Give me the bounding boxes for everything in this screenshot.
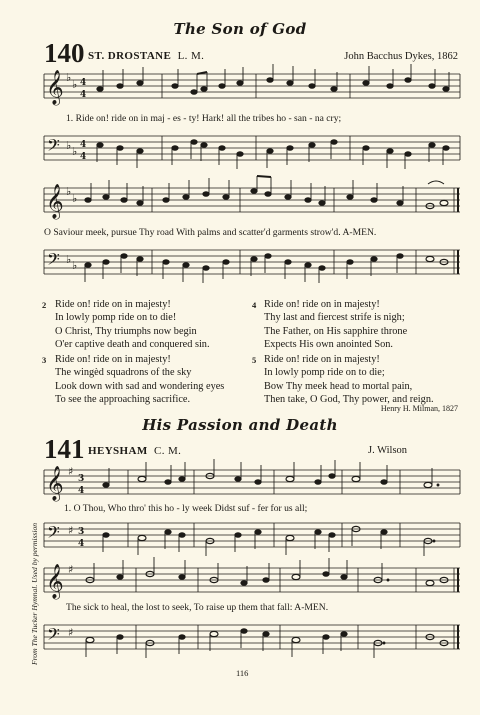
verse-line: Expects His own anointed Son. — [264, 338, 393, 350]
verse-line: Bow Thy meek head to mortal pain, — [264, 380, 413, 392]
svg-text:4: 4 — [78, 539, 85, 549]
lyric-line-140-2: O Saviour meek, pursue Thy road With palms and scatter'd garments strow'd. A-MEN. — [44, 227, 377, 238]
tune-title: HEYSHAM — [88, 445, 148, 457]
svg-text:4: 4 — [78, 486, 85, 496]
tune-name-141 — [88, 445, 181, 457]
verse-line: The wingèd squadrons of the sky — [55, 367, 192, 379]
music-staff-bass — [44, 128, 460, 172]
svg-text:♭: ♭ — [72, 145, 78, 158]
verse-line: Ride on! ride on in majesty! — [264, 299, 380, 310]
lyric-line-141-1: 1. O Thou, Who thro' this ho - ly week Didst suf - fer for us all; — [64, 503, 308, 514]
svg-text:♭: ♭ — [66, 139, 72, 152]
section-title-son-of-god: The Son of God — [173, 20, 307, 38]
music-staff-treble — [44, 462, 460, 506]
verse-number: 3 — [42, 355, 47, 365]
tune-name-140 — [88, 50, 204, 62]
verse-5 — [252, 353, 469, 406]
verse-line: In lowly pomp ride on to die! — [55, 312, 177, 324]
hymn-number-140: 140 — [44, 38, 85, 68]
svg-text:♭: ♭ — [66, 253, 72, 266]
verse-number: 5 — [252, 355, 257, 365]
verse-line: Ride on! ride on in majesty! — [55, 354, 171, 365]
svg-text:𝄞: 𝄞 — [46, 564, 64, 599]
music-staff-treble — [44, 180, 460, 226]
verse-line: Then take, O God, Thy power, and reign. — [264, 393, 434, 405]
tune-title: ST. DROSTANE — [88, 50, 172, 62]
tune-meter: C. M. — [153, 445, 182, 457]
music-staff-treble — [44, 66, 460, 112]
svg-text:♭: ♭ — [72, 78, 78, 91]
lyric-line-141-2: The sick to heal, the lost to seek, To raise up them that fall: A-MEN. — [66, 602, 329, 613]
svg-text:3: 3 — [78, 474, 85, 484]
tune-meter: L. M. — [177, 50, 205, 62]
lyric-line-140-1: 1. Ride on! ride on in maj - es - ty! Hark! all the tribes ho - san - na cry; — [66, 113, 342, 124]
svg-text:♭: ♭ — [72, 192, 78, 205]
svg-text:4: 4 — [80, 140, 87, 150]
section-title-passion: His Passion and Death — [142, 416, 338, 434]
svg-text:4: 4 — [80, 78, 87, 88]
svg-text:♯: ♯ — [68, 524, 74, 537]
verse-4 — [252, 298, 464, 351]
svg-text:𝄢: 𝄢 — [47, 135, 60, 159]
verse-line: O Christ, Thy triumphs now begin — [55, 325, 197, 337]
verse-3 — [42, 353, 255, 406]
verse-number: 2 — [42, 300, 47, 310]
verse-line: To see the approaching sacrifice. — [55, 393, 191, 405]
music-staff-bass — [44, 515, 460, 559]
music-staff-bass — [44, 617, 460, 661]
verse-line: Ride on! ride on in majesty! — [264, 354, 380, 365]
verse-line: O'er captive death and conquered sin. — [55, 338, 210, 350]
svg-text:♯: ♯ — [68, 465, 74, 478]
svg-text:𝄞: 𝄞 — [46, 184, 64, 219]
svg-text:𝄞: 𝄞 — [46, 70, 64, 105]
svg-text:𝄢: 𝄢 — [47, 249, 60, 273]
svg-text:♯: ♯ — [68, 563, 74, 576]
svg-text:4: 4 — [80, 152, 87, 162]
svg-text:3: 3 — [78, 527, 85, 537]
svg-text:♯: ♯ — [68, 626, 74, 639]
svg-text:4: 4 — [80, 90, 87, 100]
svg-text:♭: ♭ — [72, 259, 78, 272]
side-permission-credit: From The Tucker Hymnal. Used by permission — [30, 522, 39, 665]
verse-number: 4 — [252, 300, 257, 310]
verse-line: The Father, on His sapphire throne — [264, 325, 408, 337]
music-staff-treble — [44, 560, 460, 604]
author-credit: Henry H. Milman, 1827 — [380, 404, 458, 413]
verse-line: Look down with sad and wondering eyes — [55, 380, 225, 392]
page-number: 116 — [236, 668, 249, 678]
hymn-number-141: 141 — [44, 434, 85, 464]
composer-140: John Bacchus Dykes, 1862 — [344, 51, 458, 62]
svg-text:𝄞: 𝄞 — [46, 466, 64, 501]
svg-text:♭: ♭ — [66, 185, 72, 198]
svg-text:𝄢: 𝄢 — [47, 522, 60, 546]
verse-line: Thy last and fiercest strife is nigh; — [264, 312, 405, 324]
composer-141: J. Wilson — [368, 445, 408, 456]
svg-text:♭: ♭ — [66, 71, 72, 84]
verse-line: In lowly pomp ride on to die; — [264, 367, 385, 379]
verse-line: Ride on! ride on in majesty! — [55, 299, 171, 310]
music-staff-bass — [44, 242, 460, 286]
svg-text:𝄢: 𝄢 — [47, 624, 60, 648]
verse-2 — [42, 298, 255, 351]
